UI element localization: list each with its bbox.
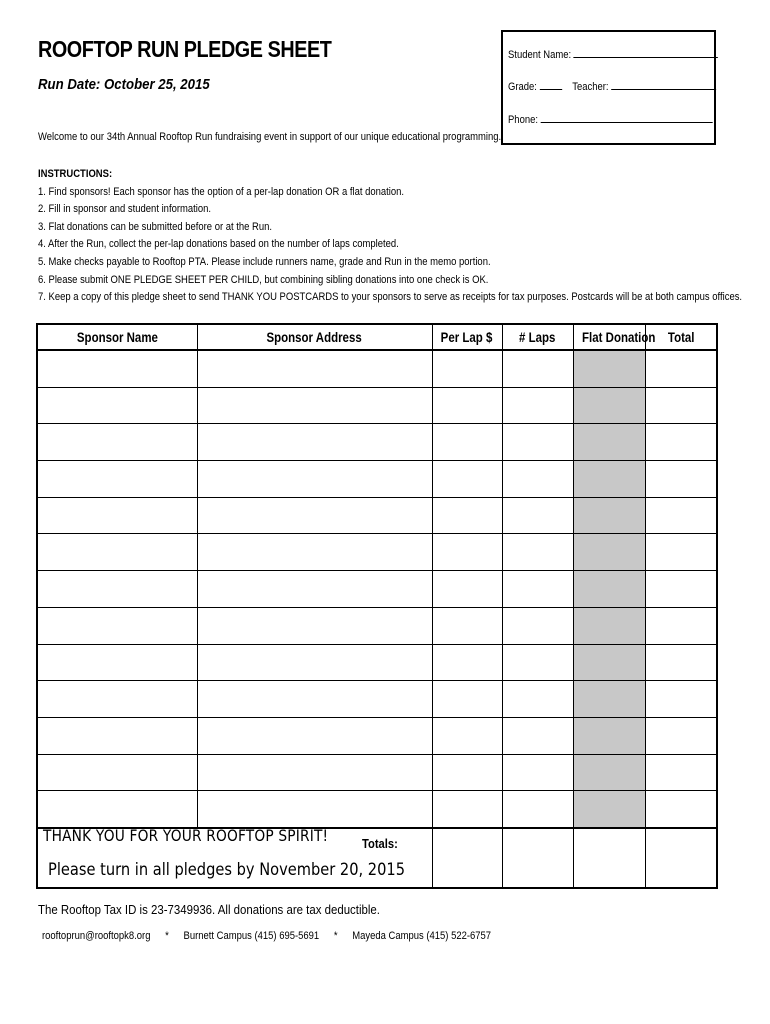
burnett-campus-phone: Burnett Campus (415) 695-5691 [183, 930, 320, 942]
sponsor-name-cell[interactable] [37, 534, 197, 571]
total-cell[interactable] [645, 461, 717, 498]
per-lap-cell[interactable] [432, 497, 502, 534]
flat-donation-cell[interactable] [573, 681, 645, 718]
instruction-step: 7. Keep a copy of this pledge sheet to send THANK YOU POSTCARDS to your sponsors to serve as receipts for tax purposes. Postcards will be at both campus offices. [38, 291, 743, 304]
contact-line [42, 930, 503, 942]
sponsor-address-cell[interactable] [197, 644, 432, 681]
flat-donation-cell[interactable] [573, 350, 645, 387]
grade-field[interactable] [540, 78, 562, 90]
table-header-row [37, 324, 717, 350]
instructions-heading: INSTRUCTIONS: [38, 168, 113, 180]
instruction-step: 5. Make checks payable to Rooftop PTA. Please include runners name, grade and Run in the memo portion. [38, 255, 491, 268]
table-row [37, 644, 717, 681]
total-cell[interactable] [645, 644, 717, 681]
flat-donation-cell[interactable] [573, 497, 645, 534]
flat-donation-cell[interactable] [573, 717, 645, 754]
laps-cell[interactable] [502, 350, 573, 387]
page-title: ROOFTOP RUN PLEDGE SHEET [38, 36, 332, 62]
sponsor-name-cell[interactable] [37, 681, 197, 718]
table-row [37, 461, 717, 498]
total-cell[interactable] [645, 681, 717, 718]
sponsor-address-cell[interactable] [197, 387, 432, 424]
column-header-total: Total [645, 324, 717, 350]
sponsor-name-cell[interactable] [37, 571, 197, 608]
student-info-box [501, 30, 716, 145]
table-row [37, 791, 717, 828]
grade-teacher-line [508, 78, 716, 93]
column-header-sponsor-address: Sponsor Address [197, 324, 432, 350]
table-row [37, 754, 717, 791]
sponsor-name-cell[interactable] [37, 424, 197, 461]
table-row [37, 607, 717, 644]
sponsor-address-cell[interactable] [197, 350, 432, 387]
per-lap-cell[interactable] [432, 791, 502, 828]
table-row [37, 387, 717, 424]
sponsor-address-cell[interactable] [197, 534, 432, 571]
table-row [37, 350, 717, 387]
total-per-lap-cell[interactable] [432, 828, 502, 888]
sponsor-name-cell[interactable] [37, 791, 197, 828]
total-flat-donation-cell[interactable] [573, 828, 645, 888]
sponsor-address-cell[interactable] [197, 497, 432, 534]
total-laps-cell[interactable] [502, 828, 573, 888]
flat-donation-cell[interactable] [573, 644, 645, 681]
instruction-step: 4. After the Run, collect the per-lap donations based on the number of laps completed. [38, 238, 399, 251]
run-date: Run Date: October 25, 2015 [38, 76, 210, 93]
flat-donation-cell[interactable] [573, 754, 645, 791]
separator: * [333, 930, 338, 942]
total-cell[interactable] [645, 717, 717, 754]
laps-cell[interactable] [502, 607, 573, 644]
table-row [37, 571, 717, 608]
welcome-text: Welcome to our 34th Annual Rooftop Run fundraising event in support of our unique educational programming. [38, 131, 502, 143]
laps-cell[interactable] [502, 681, 573, 718]
teacher-label: Teacher: [572, 81, 609, 93]
pledge-table [36, 323, 718, 889]
flat-donation-cell[interactable] [573, 571, 645, 608]
sponsor-address-cell[interactable] [197, 681, 432, 718]
sponsor-address-cell[interactable] [197, 607, 432, 644]
separator: * [165, 930, 169, 942]
total-cell[interactable] [645, 571, 717, 608]
laps-cell[interactable] [502, 534, 573, 571]
per-lap-cell[interactable] [432, 387, 502, 424]
laps-cell[interactable] [502, 791, 573, 828]
per-lap-cell[interactable] [432, 571, 502, 608]
total-cell[interactable] [645, 534, 717, 571]
sponsor-name-cell[interactable] [37, 644, 197, 681]
phone-field[interactable] [541, 111, 713, 123]
sponsor-name-cell[interactable] [37, 497, 197, 534]
instruction-step: 1. Find sponsors! Each sponsor has the option of a per-lap donation OR a flat donation. [38, 185, 405, 198]
sponsor-address-cell[interactable] [197, 754, 432, 791]
sponsor-address-cell[interactable] [197, 424, 432, 461]
per-lap-cell[interactable] [432, 754, 502, 791]
column-header-laps: # Laps [502, 324, 573, 350]
flat-donation-cell[interactable] [573, 387, 645, 424]
table-row [37, 681, 717, 718]
sponsor-name-cell[interactable] [37, 607, 197, 644]
per-lap-cell[interactable] [432, 461, 502, 498]
sponsor-address-cell[interactable] [197, 791, 432, 828]
per-lap-cell[interactable] [432, 644, 502, 681]
sponsor-name-cell[interactable] [37, 461, 197, 498]
phone-label: Phone: [508, 114, 538, 126]
sponsor-address-cell[interactable] [197, 571, 432, 608]
mayeda-campus-phone: Mayeda Campus (415) 522-6757 [352, 930, 492, 942]
grand-total-cell[interactable] [645, 828, 717, 888]
per-lap-cell[interactable] [432, 717, 502, 754]
per-lap-cell[interactable] [432, 607, 502, 644]
per-lap-cell[interactable] [432, 350, 502, 387]
flat-donation-cell[interactable] [573, 607, 645, 644]
table-row [37, 424, 717, 461]
laps-cell[interactable] [502, 754, 573, 791]
laps-cell[interactable] [502, 497, 573, 534]
total-cell[interactable] [645, 424, 717, 461]
totals-label: Totals: [362, 836, 398, 851]
total-cell[interactable] [645, 350, 717, 387]
laps-cell[interactable] [502, 424, 573, 461]
sponsor-name-cell[interactable] [37, 387, 197, 424]
table-row [37, 497, 717, 534]
student-name-field[interactable] [574, 46, 718, 58]
student-name-line [508, 46, 718, 61]
phone-line [508, 111, 713, 126]
instruction-step: 2. Fill in sponsor and student information. [38, 203, 212, 216]
flat-donation-cell[interactable] [573, 424, 645, 461]
column-header-sponsor-name: Sponsor Name [37, 324, 197, 350]
total-cell[interactable] [645, 791, 717, 828]
column-header-flat-donation: Flat Donation [573, 324, 645, 350]
teacher-field[interactable] [611, 78, 716, 90]
flat-donation-cell[interactable] [573, 461, 645, 498]
per-lap-cell[interactable] [432, 424, 502, 461]
column-header-per-lap: Per Lap $ [432, 324, 502, 350]
laps-cell[interactable] [502, 461, 573, 498]
sponsor-name-cell[interactable] [37, 717, 197, 754]
instructions [38, 166, 742, 307]
table-row [37, 717, 717, 754]
flat-donation-cell[interactable] [573, 534, 645, 571]
instruction-step: 3. Flat donations can be submitted before or at the Run. [38, 220, 273, 233]
student-name-label: Student Name: [508, 49, 572, 61]
laps-cell[interactable] [502, 717, 573, 754]
laps-cell[interactable] [502, 387, 573, 424]
laps-cell[interactable] [502, 644, 573, 681]
flat-donation-cell[interactable] [573, 791, 645, 828]
sponsor-address-cell[interactable] [197, 717, 432, 754]
sponsor-name-cell[interactable] [37, 350, 197, 387]
total-cell[interactable] [645, 387, 717, 424]
turn-in-deadline: Please turn in all pledges by November 20, 2015 [48, 860, 406, 880]
total-cell[interactable] [645, 607, 717, 644]
laps-cell[interactable] [502, 571, 573, 608]
sponsor-name-cell[interactable] [37, 754, 197, 791]
total-cell[interactable] [645, 497, 717, 534]
contact-email: rooftoprun@rooftopk8.org [42, 930, 151, 942]
grade-label: Grade: [508, 81, 537, 93]
instruction-step: 6. Please submit ONE PLEDGE SHEET PER CHILD, but combining sibling donations into one check is OK. [38, 273, 489, 286]
sponsor-address-cell[interactable] [197, 461, 432, 498]
per-lap-cell[interactable] [432, 534, 502, 571]
tax-id-note: The Rooftop Tax ID is 23-7349936. All donations are tax deductible. [38, 902, 380, 917]
thank-you-message: THANK YOU FOR YOUR ROOFTOP SPIRIT! [43, 826, 329, 845]
table-row [37, 534, 717, 571]
total-cell[interactable] [645, 754, 717, 791]
per-lap-cell[interactable] [432, 681, 502, 718]
